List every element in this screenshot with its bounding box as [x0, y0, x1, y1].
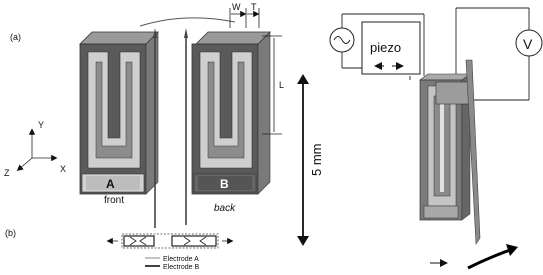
element-a-letter: A — [106, 177, 115, 191]
scale-bar — [297, 74, 309, 246]
large-motion-arrow — [468, 250, 510, 268]
panel-a-label: (a) — [10, 32, 21, 42]
top-arc — [140, 18, 235, 26]
element-a-caption: front — [104, 195, 125, 206]
legend-electrode-a: Electrode A — [163, 256, 199, 263]
element-b — [192, 32, 270, 194]
side-view-element — [420, 74, 472, 220]
axis-y-label: Y — [38, 120, 45, 130]
element-b-caption: back — [214, 203, 236, 214]
piezo-label: piezo — [370, 40, 402, 55]
legend — [145, 258, 160, 266]
axis-x-label: X — [60, 164, 67, 174]
scale-bar-label: 5 mm — [309, 143, 324, 176]
dim-w-label: W — [232, 2, 241, 12]
axis-z-label: Z — [4, 168, 10, 178]
element-b-letter: B — [220, 177, 229, 191]
dim-t-label: T — [251, 2, 257, 12]
element-a — [80, 32, 158, 194]
legend-electrode-b: Electrode B — [163, 264, 200, 271]
dim-l-label: L — [279, 80, 285, 90]
cross-section-diagram — [108, 234, 232, 248]
panel-b-label: (b) — [5, 228, 16, 238]
coordinate-axes — [18, 130, 56, 170]
voltmeter-label: V — [523, 36, 533, 52]
